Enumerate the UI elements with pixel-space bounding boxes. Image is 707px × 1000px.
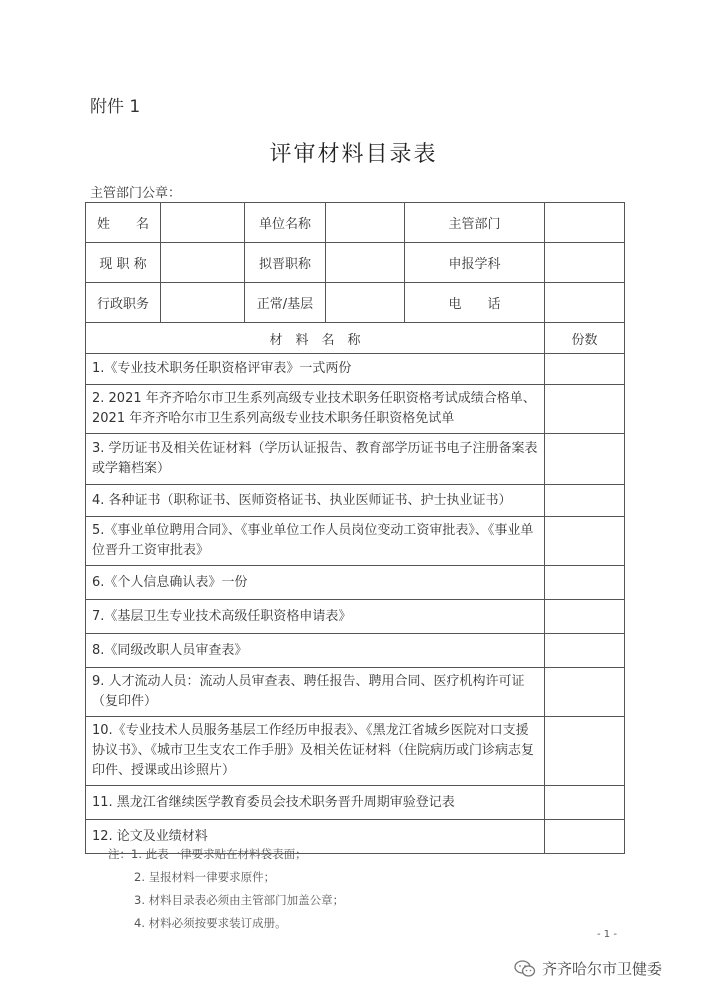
copies-header: 份数 <box>545 323 625 354</box>
copies-cell <box>545 668 625 717</box>
material-item: 5.《事业单位聘用合同》、《事业单位工作人员岗位变动工资审批表》、《事业单位晋升工资审批表》 <box>86 517 545 566</box>
table-row <box>86 668 625 717</box>
copies-cell <box>545 786 625 820</box>
notes-block <box>108 843 344 935</box>
material-item: 8.《同级改职人员审查表》 <box>86 634 545 668</box>
attachment-label: 附件 1 <box>90 97 141 117</box>
type-value-cell <box>326 283 405 323</box>
phone-label: 电 话 <box>405 283 545 323</box>
info-row <box>86 243 625 283</box>
table-row <box>86 485 625 517</box>
seal-label: 主管部门公章： <box>90 186 182 201</box>
table-row <box>86 434 625 485</box>
proposed-title-value-cell <box>326 243 405 283</box>
name-value-cell <box>161 203 245 243</box>
material-item: 1.《专业技术职务任职资格评审表》一式两份 <box>86 354 545 385</box>
type-label: 正常/基层 <box>245 283 326 323</box>
table-row <box>86 600 625 634</box>
material-item: 9. 人才流动人员：流动人员审查表、聘任报告、聘用合同、医疗机构许可证（复印件） <box>86 668 545 717</box>
current-title-label: 现 职 称 <box>86 243 161 283</box>
table-row <box>86 717 625 786</box>
material-item: 3. 学历证书及相关佐证材料（学历认证报告、教育部学历证书电子注册备案表或学籍档案） <box>86 434 545 485</box>
copies-cell <box>545 434 625 485</box>
name-label: 姓 名 <box>86 203 161 243</box>
current-title-value-cell <box>161 243 245 283</box>
note-line <box>108 843 344 866</box>
wechat-icon <box>514 960 536 978</box>
table-row <box>86 385 625 434</box>
material-item: 7.《基层卫生专业技术高级任职资格申请表》 <box>86 600 545 634</box>
table-row <box>86 786 625 820</box>
table-row <box>86 517 625 566</box>
materials-header-row <box>86 323 625 354</box>
review-materials-table <box>85 202 625 854</box>
copies-cell <box>545 566 625 600</box>
notes-prefix: 注： <box>108 847 131 861</box>
material-item: 2. 2021 年齐齐哈尔市卫生系列高级专业技术职务任职资格考试成绩合格单、2021 年齐齐哈尔市卫生系列高级专业技术职务任职资格免试单 <box>86 385 545 434</box>
unit-name-value-cell <box>326 203 405 243</box>
material-item: 12. 论文及业绩材料 <box>86 820 545 854</box>
table-row <box>86 354 625 385</box>
copies-cell <box>545 717 625 786</box>
department-value-cell <box>545 203 625 243</box>
page-title: 评审材料目录表 <box>269 142 438 167</box>
proposed-title-label: 拟晋职称 <box>245 243 326 283</box>
info-row <box>86 203 625 243</box>
note-item: 2. 呈报材料一律要求原件； <box>134 870 276 884</box>
copies-cell <box>545 600 625 634</box>
copies-cell <box>545 485 625 517</box>
info-row <box>86 283 625 323</box>
note-item: 1. 此表一律要求贴在材料袋表面； <box>131 847 307 861</box>
admin-position-label: 行政职务 <box>86 283 161 323</box>
page-number: - 1 - <box>597 929 617 940</box>
material-item: 10.《专业技术人员服务基层工作经历申报表》、《黑龙江省城乡医院对口支援协议书》、《城市卫生支农工作手册》及相关佐证材料（住院病历或门诊病志复印件、授课或出诊照片） <box>86 717 545 786</box>
department-label: 主管部门 <box>405 203 545 243</box>
table-row <box>86 566 625 600</box>
note-item: 3. 材料目录表必须由主管部门加盖公章； <box>134 893 345 907</box>
table-row <box>86 634 625 668</box>
unit-name-label: 单位名称 <box>245 203 326 243</box>
material-item: 4. 各种证书（职称证书、医师资格证书、执业医师证书、护士执业证书） <box>86 485 545 517</box>
watermark-text: 齐齐哈尔市卫健委 <box>542 960 663 978</box>
discipline-label: 申报学科 <box>405 243 545 283</box>
copies-cell <box>545 517 625 566</box>
phone-value-cell <box>545 283 625 323</box>
discipline-value-cell <box>545 243 625 283</box>
material-item: 6.《个人信息确认表》一份 <box>86 566 545 600</box>
material-item: 11. 黑龙江省继续医学教育委员会技术职务晋升周期审验登记表 <box>86 786 545 820</box>
copies-cell <box>545 820 625 854</box>
copies-cell <box>545 385 625 434</box>
watermark <box>514 958 662 979</box>
materials-header: 材 料 名 称 <box>86 323 545 354</box>
admin-position-value-cell <box>161 283 245 323</box>
copies-cell <box>545 634 625 668</box>
note-item: 4. 材料必须按要求装订成册。 <box>134 916 287 930</box>
copies-cell <box>545 354 625 385</box>
